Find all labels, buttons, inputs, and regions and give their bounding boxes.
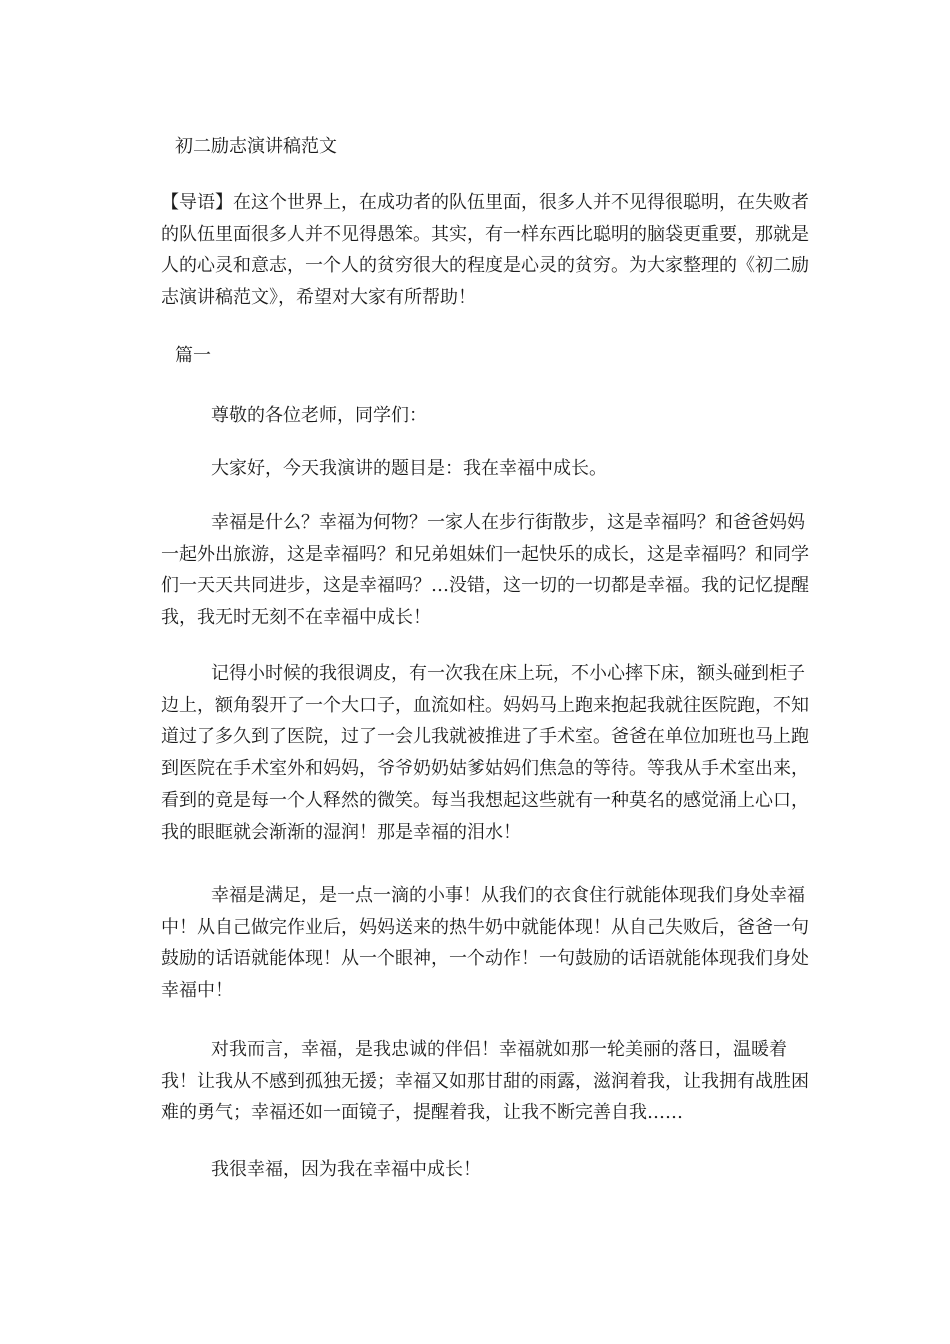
body-paragraph bbox=[161, 880, 821, 1007]
paragraph-text: 幸福是什么？幸福为何物？一家人在步行街散步，这是幸福吗？和爸爸妈妈一起外出旅游，这是幸福吗？和兄弟姐妹们一起快乐的成长，这是幸福吗？和同学们一天天共同进步，这是幸福吗？…没错，这一切的一切都是幸福。我的记忆提醒我，我无时无刻不在幸福中成长！ bbox=[161, 512, 809, 629]
document-title: 初二励志演讲稿范文 bbox=[175, 136, 337, 157]
body-paragraph bbox=[161, 658, 821, 848]
body-paragraph bbox=[161, 507, 821, 634]
greeting-line: 尊敬的各位老师，同学们： bbox=[211, 405, 427, 426]
paragraph-text: 记得小时候的我很调皮，有一次我在床上玩，不小心摔下床，额头碰到柜子边上，额角裂开了一个大口子，血流如柱。妈妈马上跑来抱起我就往医院跑，不知道过了多久到了医院，过了一会儿我就被推进了手术室。爸爸在单位加班也马上跑到医院在手术室外和妈妈，爷爷奶奶姑爹姑妈们焦急的等待。等我从手术室出来，看到的竟是每一个人释然的微笑。每当我想起这些就有一种莫名的感觉涌上心口，我的眼眶就会渐渐的湿润！那是幸福的泪水！ bbox=[161, 663, 809, 843]
intro-paragraph bbox=[161, 187, 821, 313]
paragraph-text: 对我而言，幸福，是我忠诚的伴侣！幸福就如那一轮美丽的落日，温暖着我！让我从不感到孤独无援；幸福又如那甘甜的雨露，滋润着我，让我拥有战胜困难的勇气；幸福还如一面镜子，提醒着我，让我不断完善自我…… bbox=[161, 1039, 809, 1124]
closing-line: 我很幸福，因为我在幸福中成长！ bbox=[211, 1159, 481, 1180]
body-paragraph bbox=[161, 1034, 821, 1129]
intro-text: 【导语】在这个世界上，在成功者的队伍里面，很多人并不见得很聪明，在失败者的队伍里面很多人并不见得愚笨。其实，有一样东西比聪明的脑袋更重要，那就是人的心灵和意志，一个人的贫穷很大的程度是心灵的贫穷。为大家整理的《初二励志演讲稿范文》，希望对大家有所帮助！ bbox=[161, 192, 809, 308]
paragraph-text: 幸福是满足，是一点一滴的小事！从我们的衣食住行就能体现我们身处幸福中！从自己做完作业后，妈妈送来的热牛奶中就能体现！从自己失败后，爸爸一句鼓励的话语就能体现！从一个眼神，一个动作！一句鼓励的话语就能体现我们身处幸福中！ bbox=[161, 885, 809, 1002]
section-label: 篇一 bbox=[175, 345, 211, 366]
opening-line: 大家好，今天我演讲的题目是：我在幸福中成长。 bbox=[211, 458, 607, 479]
